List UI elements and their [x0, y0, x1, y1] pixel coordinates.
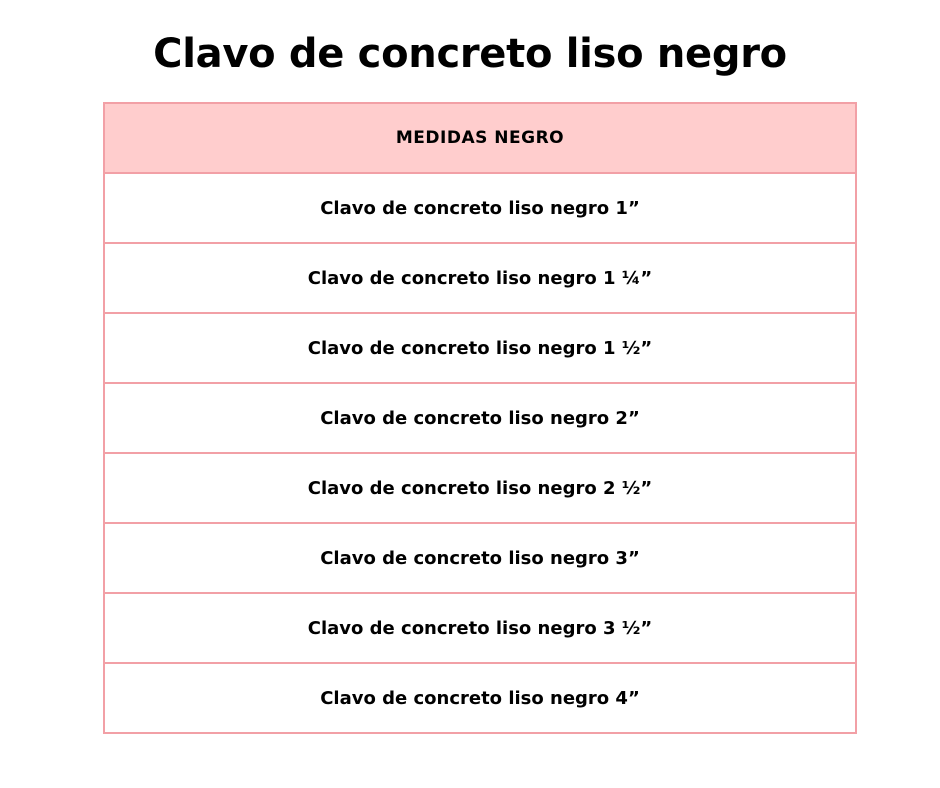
sizes-table	[103, 102, 857, 734]
table-row: Clavo de concreto liso negro 1”	[105, 174, 855, 244]
table-row: Clavo de concreto liso negro 1 ½”	[105, 314, 855, 384]
table-header: MEDIDAS NEGRO	[105, 104, 855, 174]
table-row: Clavo de concreto liso negro 2 ½”	[105, 454, 855, 524]
table-row: Clavo de concreto liso negro 3 ½”	[105, 594, 855, 664]
table-row: Clavo de concreto liso negro 3”	[105, 524, 855, 594]
page-title: Clavo de concreto liso negro	[153, 31, 787, 77]
table-row: Clavo de concreto liso negro 2”	[105, 384, 855, 454]
table-row: Clavo de concreto liso negro 1 ¼”	[105, 244, 855, 314]
table-row: Clavo de concreto liso negro 4”	[320, 687, 640, 709]
